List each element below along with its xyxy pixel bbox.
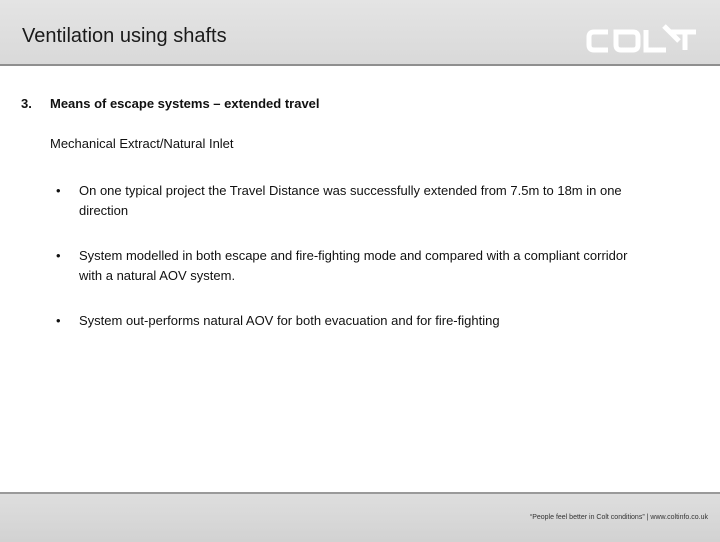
page-title: Ventilation using shafts [22,25,227,47]
bullet-marker: • [56,183,61,198]
slide-header [0,0,720,66]
bullet-text: System modelled in both escape and fire-fighting mode and compared with a compliant corridor with a natural AOV system. [79,248,628,283]
colt-logo-icon [584,18,700,56]
section-subtitle: Mechanical Extract/Natural Inlet [50,136,234,151]
bullet-marker: • [56,313,61,328]
section-number: 3. [21,96,32,111]
bullet-text: System out-performs natural AOV for both evacuation and for fire-fighting [79,313,500,328]
footer-text [530,514,708,521]
bullet-item-3 [50,311,630,331]
bullet-marker: • [56,248,61,263]
bullet-text: On one typical project the Travel Distance was successfully extended from 7.5m to 18m in one direction [79,183,622,218]
footer-separator: | [646,514,649,521]
bullet-item-1 [50,181,630,221]
section-title: Means of escape systems – extended travel [50,96,320,111]
bullet-item-2 [50,246,630,286]
footer-tagline: “People feel better in Colt conditions” [529,514,645,521]
footer-website: www.coltinfo.co.uk [650,514,708,521]
slide-footer [0,492,720,542]
